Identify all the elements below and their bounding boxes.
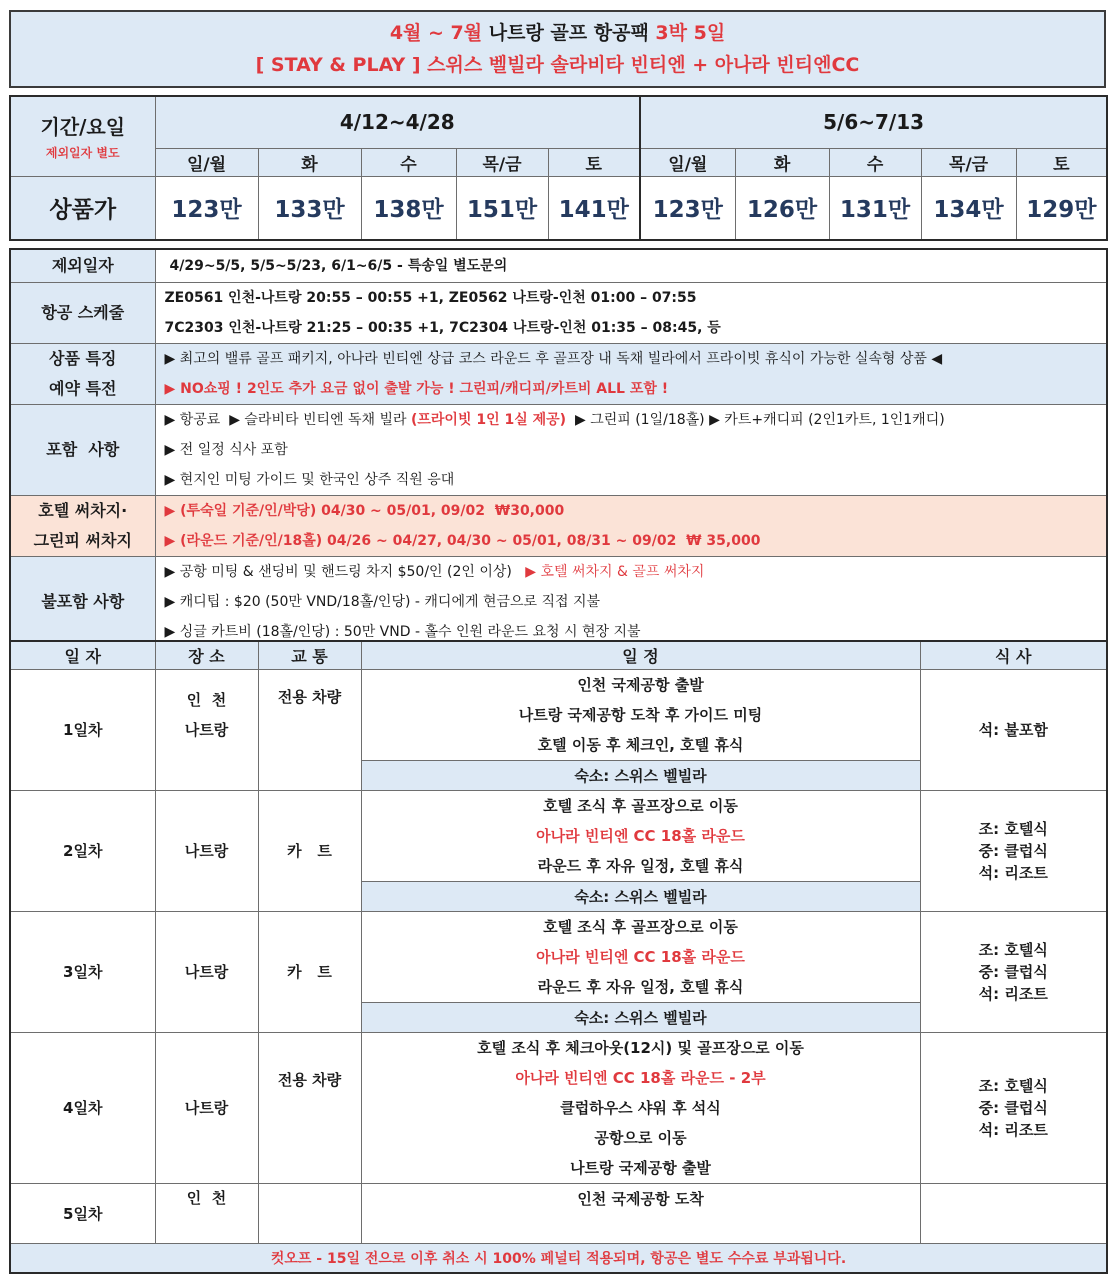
day-schedule [361, 1032, 920, 1183]
meal: 중: 클럽식 [978, 1098, 1048, 1117]
meal: 조: 호텔식 [978, 940, 1048, 959]
day-meals [920, 1032, 1107, 1183]
meal: 중: 클럽식 [978, 962, 1048, 981]
hotel-surcharge-line: ▶ (투숙일 기준/인/박당) 04/30 ~ 05/01, 09/02 ₩30,000 [164, 502, 565, 519]
day-header: 일/월 [640, 148, 735, 176]
period-label: 기간/요일 [40, 115, 126, 140]
schedule-line: 라운드 후 자유 일정, 호텔 휴식 [537, 977, 744, 996]
day-header: 목/금 [456, 148, 548, 176]
day-transport [258, 1183, 361, 1243]
day-header: 수 [829, 148, 921, 176]
day-place: 나트랑 [155, 790, 258, 911]
day-place: 나트랑 [155, 911, 258, 1032]
price-cell: 129만 [1016, 176, 1107, 240]
day-header: 화 [735, 148, 829, 176]
excluded-dates-label: 제외일자 [10, 249, 155, 282]
not-included-line: ▶ 캐디팁 : $20 (50만 VND/18홀/인당) - 캐디에게 현금으로 직접 지불 [164, 593, 601, 610]
meal: 석: 리조트 [978, 984, 1048, 1003]
day-header: 토 [548, 148, 640, 176]
meal: 조: 호텔식 [978, 819, 1048, 838]
day-header: 목/금 [921, 148, 1016, 176]
schedule-line: 공항으로 이동 [594, 1128, 687, 1147]
title-duration: 3박 5일 [655, 22, 726, 44]
included-text: ▶ 그린피 (1일/18홀) ▶ 카트+캐디피 (2인1카트, 1인1캐디) [566, 411, 945, 428]
itinerary-day-3 [10, 911, 1107, 1032]
price-cell: 151만 [456, 176, 548, 240]
info-table [9, 248, 1108, 649]
meal: 중: 클럽식 [978, 841, 1048, 860]
schedule-line: 인천 국제공항 도착 [577, 1189, 704, 1208]
price-cell: 131만 [829, 176, 921, 240]
place: 인 천 [186, 690, 227, 709]
schedule-line: 클럽하우스 샤워 후 석식 [560, 1098, 721, 1117]
day-label: 4일차 [10, 1032, 155, 1183]
itinerary-day-5 [10, 1183, 1107, 1243]
schedule-line: 호텔 조식 후 체크아웃(12시) 및 골프장으로 이동 [477, 1038, 804, 1057]
excluded-dates-value: 4/29~5/5, 5/5~5/23, 6/1~6/5 - 특송일 별도문의 [155, 249, 1107, 282]
meal: 석: 리조트 [978, 1120, 1048, 1139]
meal: 석: 불포함 [978, 720, 1048, 739]
day-header: 수 [361, 148, 456, 176]
day-label: 3일차 [10, 911, 155, 1032]
day-schedule [361, 669, 920, 790]
golf-round-line: 아나라 빈티엔 CC 18홀 라운드 [536, 826, 745, 845]
price-cell: 141만 [548, 176, 640, 240]
day-schedule [361, 790, 920, 911]
day-schedule [361, 911, 920, 1032]
period-label-cell [10, 96, 155, 176]
features-label-2: 예약 특전 [49, 378, 117, 398]
included-line [165, 405, 1107, 435]
features-label-1: 상품 특징 [49, 348, 117, 368]
surcharge-label-1: 호텔 써차지· [38, 500, 128, 520]
title-line-2: [ STAY & PLAY ] 스위스 벨빌라 솔라비타 빈티엔 + 아나라 빈티엔CC [255, 54, 860, 76]
itinerary-day-1 [10, 669, 1107, 790]
day-meals [920, 669, 1107, 790]
price-cell: 123만 [640, 176, 735, 240]
day-transport: 카 트 [258, 790, 361, 911]
day-label: 2일차 [10, 790, 155, 911]
title-product: 나트랑 골프 항공팩 [482, 22, 656, 44]
included-label: 포함 사항 [10, 404, 155, 495]
included-line: ▶ 전 일정 식사 포함 [164, 441, 288, 458]
day-header: 화 [258, 148, 361, 176]
schedule-line: 나트랑 국제공항 출발 [570, 1158, 711, 1177]
itinerary-day-4 [10, 1032, 1107, 1183]
feature-line: ▶ 최고의 밸류 골프 패키지, 아나라 빈티엔 상급 코스 라운드 후 골프장 내 독채 빌라에서 프라이빗 휴식이 가능한 실속형 상품 ◀ [164, 350, 943, 367]
accommodation: 숙소: 스위스 벨빌라 [362, 1002, 920, 1032]
day-places [155, 669, 258, 790]
features-value [155, 343, 1107, 404]
day-schedule [361, 1183, 920, 1243]
price-cell: 138만 [361, 176, 456, 240]
not-included-line [165, 557, 1107, 587]
day-transport: 전용 차량 [258, 669, 361, 790]
day-place: 나트랑 [155, 1032, 258, 1183]
schedule-line: 호텔 조식 후 골프장으로 이동 [543, 796, 738, 815]
price-cell: 134만 [921, 176, 1016, 240]
day-transport: 전용 차량 [258, 1032, 361, 1183]
flight-schedule-label: 항공 스케줄 [10, 282, 155, 343]
price-cell: 123만 [155, 176, 258, 240]
flight-schedule-value [155, 282, 1107, 343]
accommodation: 숙소: 스위스 벨빌라 [362, 881, 920, 911]
title-season: 4월 ~ 7월 [389, 22, 483, 44]
not-included-line: ▶ 싱글 카트비 (18홀/인당) : 50만 VND - 홀수 인원 라운드 요청 시 현장 지불 [164, 623, 641, 640]
day-place: 인 천 [155, 1183, 258, 1243]
golf-round-line: 아나라 빈티엔 CC 18홀 라운드 - 2부 [515, 1068, 766, 1087]
surcharge-value [155, 495, 1107, 556]
greenfee-surcharge-line: ▶ (라운드 기준/인/18홀) 04/26 ~ 04/27, 04/30 ~ 05/01, 08/31 ~ 09/02 ₩ 35,000 [164, 532, 761, 549]
cancellation-policy: 컷오프 - 15일 전으로 이후 취소 시 100% 페널티 적용되며, 항공은 별도 수수료 부과됩니다. [10, 1243, 1107, 1273]
golf-round-line: 아나라 빈티엔 CC 18홀 라운드 [536, 947, 745, 966]
not-included-text: ▶ 공항 미팅 & 샌딩비 및 핸드링 차지 $50/인 (2인 이상) [164, 563, 512, 580]
surcharge-reference: ▶ 호텔 써차지 & 골프 써차지 [525, 563, 705, 580]
day-label: 5일차 [10, 1183, 155, 1243]
included-value [155, 404, 1107, 495]
header-transport: 교 통 [258, 641, 361, 669]
header-day: 일 자 [10, 641, 155, 669]
period-1-range: 4/12~4/28 [155, 96, 640, 148]
features-label [10, 343, 155, 404]
flight-line: 7C2303 인천-나트랑 21:25 – 00:35 +1, 7C2304 나트랑-인천 01:35 – 08:45, 등 [164, 319, 721, 336]
schedule-line: 나트랑 국제공항 도착 후 가이드 미팅 [518, 705, 763, 724]
included-line: ▶ 현지인 미팅 가이드 및 한국인 상주 직원 응대 [164, 471, 455, 488]
not-included-value [155, 556, 1107, 648]
price-label: 상품가 [10, 176, 155, 240]
period-2-range: 5/6~7/13 [640, 96, 1107, 148]
title-banner [9, 10, 1106, 88]
included-text: ▶ 항공료 ▶ 슬라비타 빈티엔 독채 빌라 [164, 411, 411, 428]
meal: 조: 호텔식 [978, 1076, 1048, 1095]
price-cell: 126만 [735, 176, 829, 240]
private-room-note: (프라이빗 1인 1실 제공) [410, 411, 567, 428]
day-transport: 카 트 [258, 911, 361, 1032]
not-included-label: 불포함 사항 [10, 556, 155, 648]
header-meals: 식 사 [920, 641, 1107, 669]
place: 나트랑 [184, 720, 229, 739]
day-meals [920, 790, 1107, 911]
itinerary-table [9, 640, 1108, 1274]
header-place: 장 소 [155, 641, 258, 669]
header-schedule: 일 정 [361, 641, 920, 669]
schedule-line: 호텔 조식 후 골프장으로 이동 [543, 917, 738, 936]
flight-line: ZE0561 인천-나트랑 20:55 – 00:55 +1, ZE0562 나트랑-인천 01:00 – 07:55 [164, 289, 697, 306]
price-cell: 133만 [258, 176, 361, 240]
day-meals [920, 1183, 1107, 1243]
benefit-line: ▶ NO쇼핑 ! 2인도 추가 요금 없이 출발 가능 ! 그린피/캐디피/카트비 ALL 포함 ! [164, 380, 669, 397]
surcharge-label [10, 495, 155, 556]
surcharge-label-2: 그린피 써차지 [33, 530, 132, 550]
excluded-dates-note: 제외일자 별도 [45, 146, 120, 161]
schedule-line: 라운드 후 자유 일정, 호텔 휴식 [537, 856, 744, 875]
day-meals [920, 911, 1107, 1032]
meal: 석: 리조트 [978, 863, 1048, 882]
title-line-1 [390, 17, 725, 49]
itinerary-day-2 [10, 790, 1107, 911]
schedule-line: 인천 국제공항 출발 [577, 675, 704, 694]
schedule-line: 호텔 이동 후 체크인, 호텔 휴식 [537, 735, 744, 754]
price-table [9, 95, 1108, 241]
day-header: 토 [1016, 148, 1107, 176]
day-header: 일/월 [155, 148, 258, 176]
accommodation: 숙소: 스위스 벨빌라 [362, 760, 920, 790]
day-label: 1일차 [10, 669, 155, 790]
